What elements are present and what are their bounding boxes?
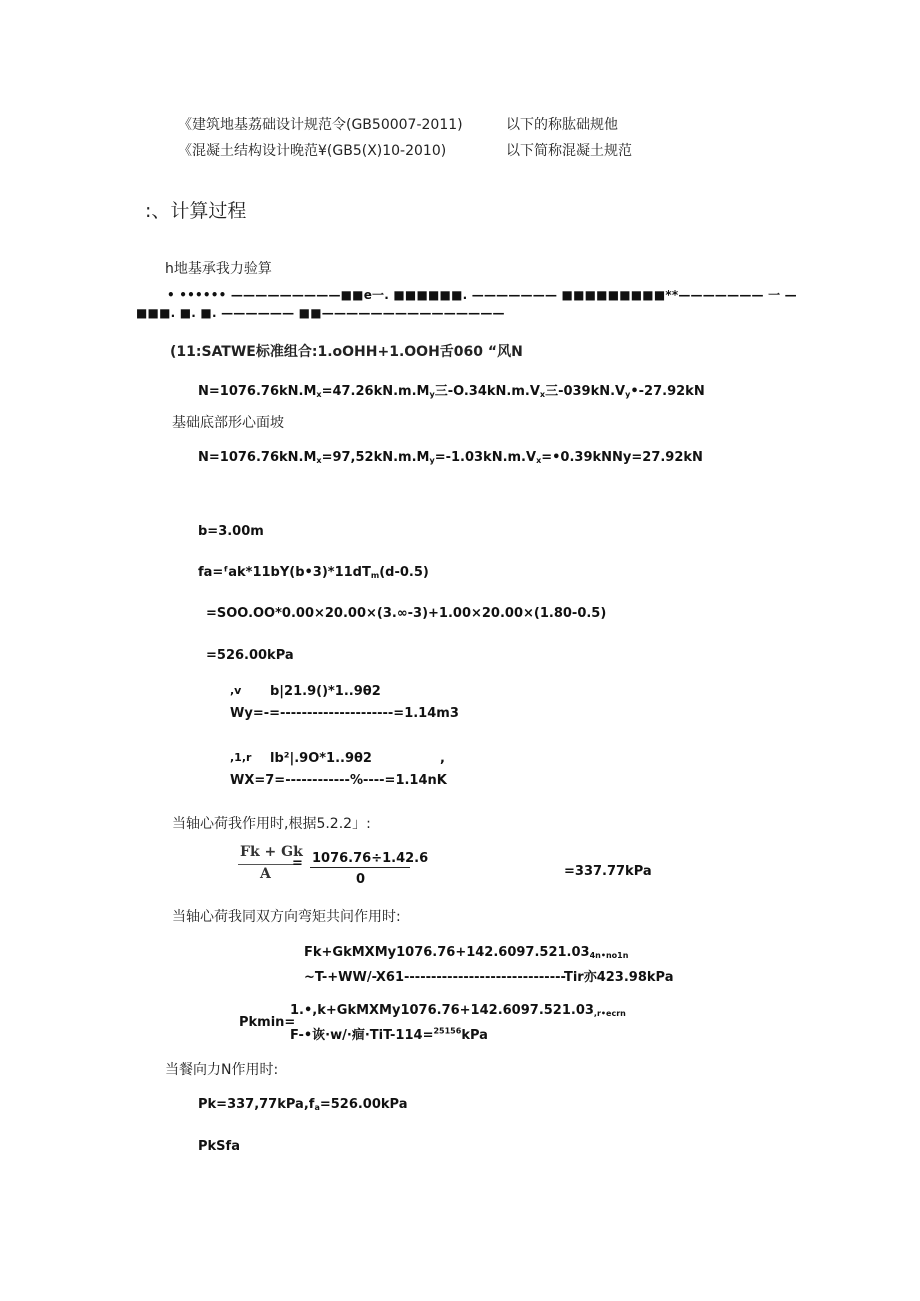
- fa-formula: $fa=ᶠak*11bY(b•3)*11dT_m(d-0.5)$: [198, 565, 429, 580]
- axial-denominator: 0: [356, 872, 366, 887]
- wx-numerator-left: ,1,r: [230, 751, 252, 764]
- axial-numerator: 1076.76÷1.42.6: [312, 851, 429, 866]
- centroid-label: 基础底部形心面坡: [172, 415, 284, 431]
- load-values-1: $N=1076.76kN.M_x=47.26kN.m.M_y$三$-O.34kN.m.V_x$三$-039kN.V_y•-27.92kN$: [198, 384, 705, 399]
- pk-values: $Pk=337,77kPa,f_a=526.00kPa$: [198, 1097, 408, 1112]
- reference-alias-2: 以下简称混凝土规范: [506, 143, 632, 159]
- axial-lhs-fraction-bar: [238, 864, 296, 865]
- pkmin-label: Pkmin=: [239, 1015, 296, 1030]
- garbled-text-line-2: ■■■. ■. ■. —————— ■■———————————————: [136, 306, 505, 320]
- wx-numerator-tail: ,: [440, 751, 445, 766]
- axial-result: =337.77kPa: [564, 864, 652, 879]
- wy-numerator: b|21.9()*1..9θ2: [270, 684, 381, 699]
- width-value: b=3.00m: [198, 524, 264, 539]
- axial-lhs-denominator: A: [260, 866, 271, 882]
- wx-formula: WX=7=------------%----=1.14nK: [230, 773, 447, 788]
- axial-lhs-numerator: Fk + Gk: [240, 844, 303, 860]
- axial-equals: =: [292, 856, 303, 871]
- fa-result: =526.00kPa: [206, 648, 294, 663]
- load-combination: (11:SATWE标准组合:1.oOHH+1.OOH舌060 “风N: [170, 344, 523, 360]
- wx-numerator: lb²|.9O*1..9θ2: [270, 751, 372, 766]
- pkmax-line-1: $Fk+GkMXMy1076.76+142.6097.521.03_{4n•no1n}$: [304, 945, 629, 960]
- pkmax-line-2: ~T-+WW/-X61------------------------------Tir亦423.98kPa: [304, 970, 674, 985]
- axial-fraction-bar: [310, 867, 410, 868]
- pkmin-line-1: $1.•,k+GkMXMy1076.76+142.6097.521.03_{,r•ecrn}$: [290, 1003, 626, 1018]
- wy-formula: Wy=-=---------------------=1.14m3: [230, 706, 459, 721]
- biaxial-load-label: 当轴心荷我同双方向弯矩共问作用时:: [172, 909, 401, 925]
- axial-load-label: 当轴心荷我作用时,根据5.2.2」:: [172, 816, 371, 832]
- wy-numerator-left: ,v: [230, 684, 242, 697]
- pkmin-line-2: F-•诙·w/·痐·TiT-114=$^{25156}$kPa: [290, 1026, 488, 1043]
- garbled-text-line-1: • •••••• —————————■■e一. ■■■■■■. ——————— ■■■■■■■■■**——————— 一 —: [167, 288, 797, 302]
- subsection-title: h地基承我力验算: [165, 261, 272, 277]
- section-heading: :、计算过程: [145, 200, 247, 222]
- fa-substitution: =SOO.OO*0.00×20.00×(3.∞-3)+1.00×20.00×(1.80-0.5): [206, 606, 607, 621]
- reference-title-1: 《建筑地基荔础设计规范令(GB50007-2011): [178, 117, 463, 133]
- reference-title-2: 《混凝土结构设计晚范¥(GB5(X)10-2010): [178, 143, 447, 159]
- reference-alias-1: 以下的称肱础规他: [506, 117, 618, 133]
- eccentric-load-label: 当餐向力N作用时:: [165, 1062, 279, 1078]
- load-values-2: $N=1076.76kN.M_x=97,52kN.m.M_y=-1.03kN.m.V_x=•0.39kNNy=27.92kN$: [198, 450, 703, 465]
- pk-condition: PkSfa: [198, 1139, 240, 1154]
